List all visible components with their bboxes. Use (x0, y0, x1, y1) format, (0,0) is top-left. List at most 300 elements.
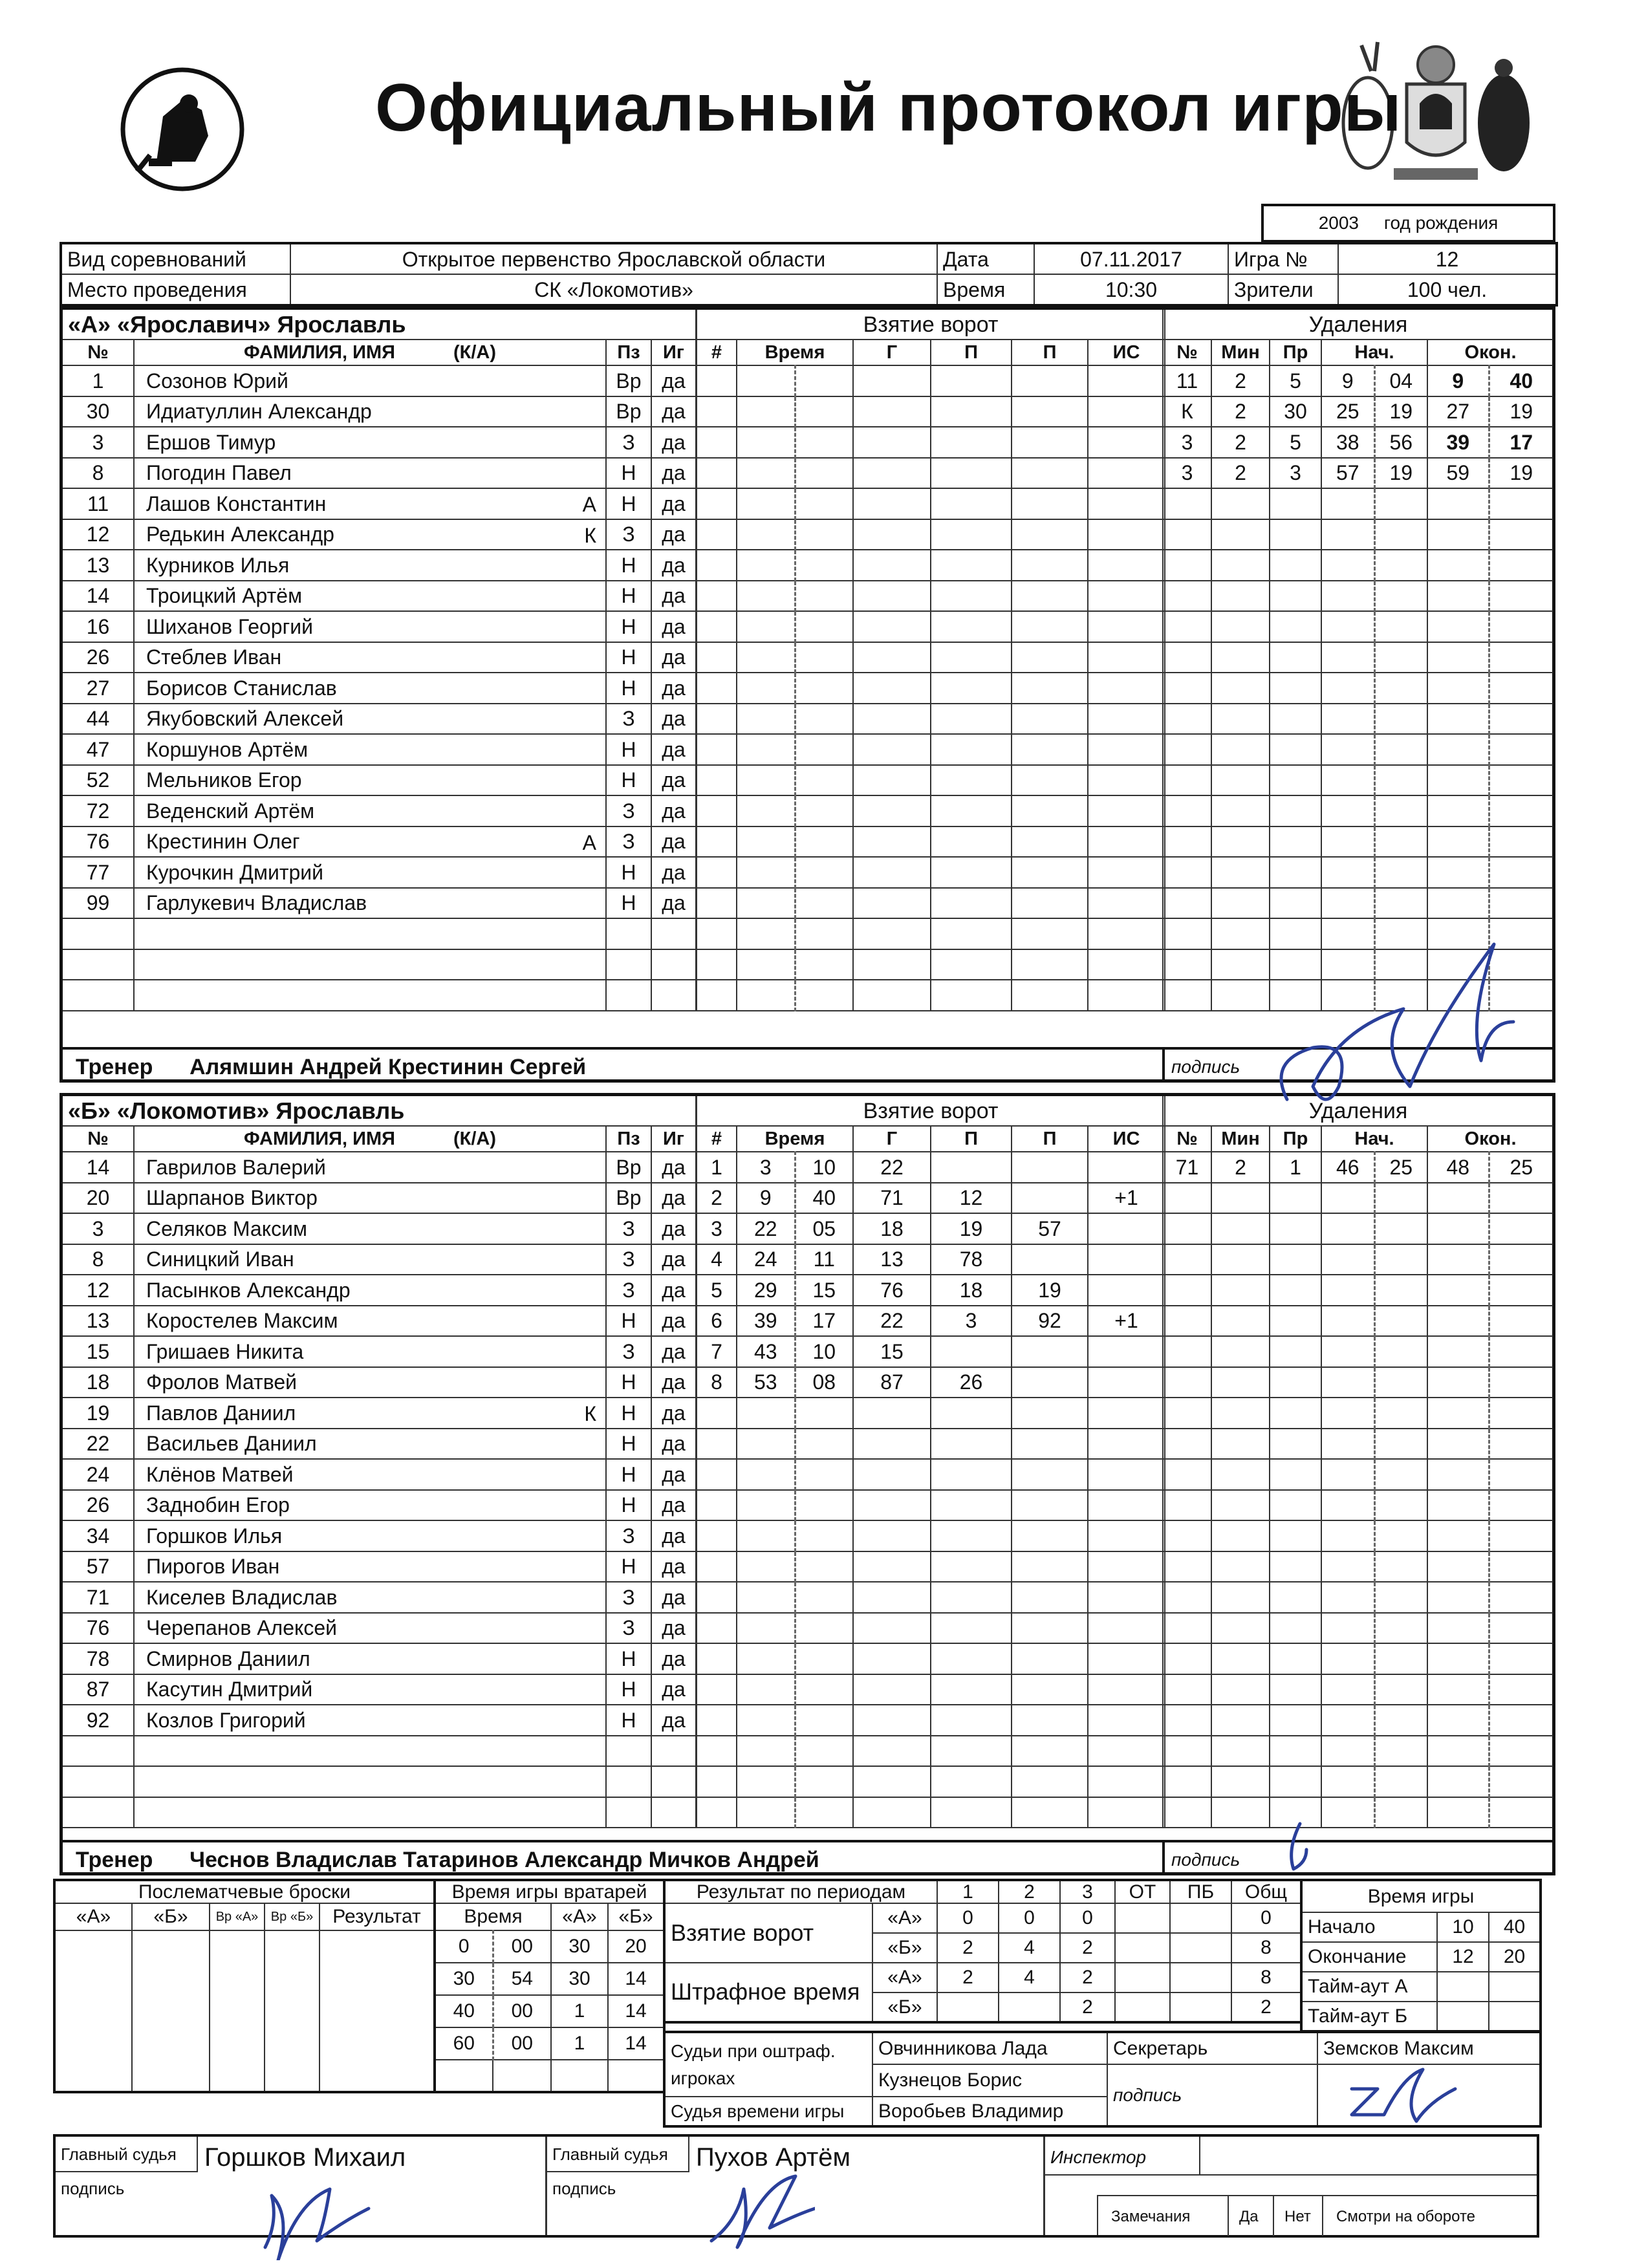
total-header: Общ (1231, 1880, 1301, 1903)
chief-referee-1-sign-label: подпись (61, 2179, 125, 2198)
player-name-cell (134, 857, 606, 888)
player-number: 3 (63, 1213, 134, 1244)
goal-situation: +1 (1088, 1183, 1165, 1214)
player-name-cell (134, 365, 606, 396)
goal-scorer: 13 (853, 1244, 931, 1275)
goal-number: 4 (697, 1244, 737, 1275)
player-number: 8 (63, 458, 134, 489)
player-name-cell (134, 1551, 606, 1582)
player-name-cell (134, 581, 606, 612)
table-row (63, 1398, 696, 1429)
time-judge-label: Судья времени игры (664, 2097, 872, 2126)
player-name-cell (134, 795, 606, 826)
player-played: да (651, 734, 696, 765)
birth-year: 2003 (1318, 213, 1359, 233)
birth-year-box (1261, 204, 1555, 243)
player-played: да (651, 1674, 696, 1705)
player-name: Мельников Егор (146, 768, 302, 792)
player-name: Гарлукевич Владислав (146, 891, 367, 915)
player-played: да (651, 888, 696, 919)
remarks-yes[interactable]: Да (1239, 2208, 1259, 2225)
penalty-start-sec: 19 (1374, 396, 1427, 427)
penalty-row (1163, 365, 1553, 396)
player-played: да (651, 673, 696, 704)
team-a-col-name-label: ФАМИЛИЯ, ИМЯ (244, 341, 395, 363)
pim-a-total: 8 (1231, 1963, 1301, 1993)
player-number: 15 (63, 1336, 134, 1367)
pen-judge-2: Кузнецов Борис (872, 2064, 1107, 2097)
penalty-end-sec: 25 (1489, 1152, 1553, 1183)
competition: Открытое первенство Ярославской области (290, 243, 937, 274)
player-name: Павлов Даниил (146, 1401, 296, 1425)
table-row (63, 365, 696, 396)
player-name: Ершов Тимур (146, 430, 276, 454)
goal-row (697, 1183, 1165, 1214)
player-position: Н (606, 488, 651, 519)
shootouts-title: Послематчевые броски (54, 1880, 435, 1903)
table-row (63, 1183, 696, 1214)
goal-row (697, 1152, 1165, 1183)
end-hour: 12 (1437, 1942, 1489, 1972)
venue-label: Место проведения (61, 274, 290, 305)
gk-a: 30 (551, 1963, 608, 1995)
pim-b-label: «Б» (872, 1993, 937, 2022)
player-played: да (651, 765, 696, 796)
table-row (63, 642, 696, 673)
date-label: Дата (937, 243, 1034, 274)
player-number: 99 (63, 888, 134, 919)
start-minute: 40 (1489, 1912, 1541, 1942)
team-a-goals-col-num: # (697, 340, 737, 365)
player-name-cell (134, 427, 606, 458)
player-position: Н (606, 888, 651, 919)
player-position: Вр (606, 1152, 651, 1183)
player-position: З (606, 1520, 651, 1551)
player-name: Селяков Максим (146, 1216, 307, 1240)
period-1-header: 1 (937, 1880, 999, 1903)
goalie-time-row (435, 1995, 664, 2027)
table-row (63, 1459, 696, 1490)
gk-time-label: Время (435, 1903, 551, 1930)
chief-referee-2: Пухов Артём (696, 2143, 851, 2172)
shootouts-table (53, 1879, 436, 2093)
goal-second: 17 (795, 1306, 853, 1337)
goalie-time-row (435, 1930, 664, 1963)
player-played: да (651, 1613, 696, 1644)
player-position: Вр (606, 1183, 651, 1214)
player-number: 76 (63, 826, 134, 858)
table-row (63, 1613, 696, 1644)
player-played: да (651, 1520, 696, 1551)
penalty-row (1163, 1152, 1553, 1183)
team-b-goals-col-g_p1: П (931, 1126, 1012, 1152)
goalie-time-row (435, 2027, 664, 2060)
remarks-label: Замечания (1111, 2208, 1191, 2225)
player-number: 13 (63, 550, 134, 581)
table-row (63, 1213, 696, 1244)
player-number: 27 (63, 673, 134, 704)
player-number: 71 (63, 1582, 134, 1613)
player-name: Касутин Дмитрий (146, 1678, 313, 1701)
goal-second: 10 (795, 1152, 853, 1183)
gk-b-label: «Б» (608, 1903, 664, 1930)
player-played: да (651, 550, 696, 581)
player-played: да (651, 1244, 696, 1275)
player-played: да (651, 1336, 696, 1367)
goal-minute: 24 (737, 1244, 795, 1275)
inspector-label: Инспектор (1045, 2137, 1200, 2174)
team-a-goals-col-g_p1: П (931, 340, 1012, 365)
penalty-start-sec: 19 (1374, 458, 1427, 489)
player-position: Н (606, 458, 651, 489)
player-name: Васильев Даниил (146, 1432, 317, 1456)
player-name: Борисов Станислав (146, 676, 337, 700)
end-label: Окончание (1301, 1942, 1437, 1972)
goal-assist-2 (1012, 1336, 1088, 1367)
goalie-time-table (433, 1879, 666, 2093)
player-position: З (606, 1244, 651, 1275)
player-played: да (651, 581, 696, 612)
team-a-coaches: Алямшин Андрей Крестинин Сергей (189, 1055, 587, 1079)
pim-b-pb (1170, 1993, 1231, 2022)
player-name: Смирнов Даниил (146, 1647, 310, 1670)
penalty-player: К (1163, 396, 1211, 427)
goals-a-total: 0 (1231, 1903, 1301, 1933)
goal-situation (1088, 1244, 1165, 1275)
gk-sec: 00 (493, 2027, 551, 2060)
player-name: Клёнов Матвей (146, 1462, 294, 1486)
goal-scorer: 76 (853, 1275, 931, 1306)
penalty-minutes: 2 (1211, 396, 1270, 427)
player-played: да (651, 1490, 696, 1521)
table-row (63, 1520, 696, 1551)
team-a-col-name (134, 340, 606, 365)
gk-a: 1 (551, 2027, 608, 2060)
player-name-cell (134, 1244, 606, 1275)
goal-minute: 39 (737, 1306, 795, 1337)
player-number: 22 (63, 1429, 134, 1460)
see-back-label: Смотри на обороте (1336, 2208, 1476, 2225)
player-played: да (651, 427, 696, 458)
player-name-cell (134, 1705, 606, 1736)
player-name-cell (134, 1306, 606, 1337)
penalty-player: 11 (1163, 365, 1211, 396)
goal-assist-2 (1012, 1152, 1088, 1183)
player-name-cell (134, 458, 606, 489)
player-name: Горшков Илья (146, 1524, 283, 1548)
team-a-pen-col-p_min: Мин (1211, 340, 1270, 365)
ot-header: ОТ (1115, 1880, 1170, 1903)
player-played: да (651, 1459, 696, 1490)
player-name: Крестинин Олег (146, 830, 300, 854)
player-name-cell (134, 1459, 606, 1490)
player-played: да (651, 396, 696, 427)
table-row (63, 1275, 696, 1306)
team-a-pen-col-start: Нач. (1321, 340, 1427, 365)
gk-sec: 00 (493, 1930, 551, 1963)
player-name-cell (134, 1152, 606, 1183)
player-position: Н (606, 734, 651, 765)
table-row (63, 1152, 696, 1183)
player-position: Н (606, 1306, 651, 1337)
player-name: Фролов Матвей (146, 1370, 298, 1394)
penalty-end-sec: 40 (1489, 365, 1553, 396)
penalty-minutes: 2 (1211, 365, 1270, 396)
pen-judges-label: Судьи при оштраф. игроках (664, 2032, 872, 2097)
penalty-player: 71 (1163, 1152, 1211, 1183)
player-position: Н (606, 1674, 651, 1705)
goal-second: 10 (795, 1336, 853, 1367)
player-name-cell (134, 673, 606, 704)
table-row (63, 581, 696, 612)
penalty-start-min: 25 (1321, 396, 1374, 427)
league-emblem (111, 65, 254, 194)
player-name: Синицкий Иван (146, 1247, 294, 1271)
table-row (63, 1582, 696, 1613)
goal-minute: 43 (737, 1336, 795, 1367)
goal-situation (1088, 1213, 1165, 1244)
player-name-cell (134, 826, 606, 858)
player-name: Коростелев Максим (146, 1309, 338, 1333)
penalty-start-sec: 25 (1374, 1152, 1427, 1183)
player-name-cell (134, 704, 606, 735)
penalty-end-min: 48 (1427, 1152, 1489, 1183)
player-position: Н (606, 611, 651, 642)
goal-situation (1088, 1336, 1165, 1367)
table-row (63, 704, 696, 735)
goals-b-p3: 2 (1060, 1933, 1115, 1963)
player-position: Н (606, 1459, 651, 1490)
table-row (63, 795, 696, 826)
goals-b-p1: 2 (937, 1933, 999, 1963)
player-number: 14 (63, 1152, 134, 1183)
player-position: Н (606, 1367, 651, 1398)
player-name: Заднобин Егор (146, 1493, 290, 1517)
pim-b-p1 (937, 1993, 999, 2022)
player-captain-mark: К (584, 1402, 596, 1425)
team-b-sign-label: подпись (1162, 1840, 1552, 1875)
goals-a-label: «А» (872, 1903, 937, 1933)
team-b-penalties (1162, 1096, 1553, 1828)
penalty-minutes: 2 (1211, 458, 1270, 489)
game-number: 12 (1338, 243, 1557, 274)
player-name: Пасынков Александр (146, 1278, 351, 1302)
table-row (63, 826, 696, 858)
player-number: 12 (63, 1275, 134, 1306)
spectators-label: Зрители (1228, 274, 1338, 305)
goals-b-label: «Б» (872, 1933, 937, 1963)
goal-assist-1 (931, 1336, 1012, 1367)
penalty-start-sec: 04 (1374, 365, 1427, 396)
team-b-col-pos: Пз (606, 1126, 651, 1152)
timeout-b-label: Тайм-аут Б (1301, 2002, 1437, 2031)
player-position: Н (606, 1429, 651, 1460)
goal-assist-2 (1012, 1183, 1088, 1214)
goals-b-ot (1115, 1933, 1170, 1963)
player-position: З (606, 795, 651, 826)
team-b-goals (696, 1096, 1165, 1828)
goal-scorer: 18 (853, 1213, 931, 1244)
pim-row-label: Штрафное время (664, 1963, 872, 2022)
player-captain-mark: А (582, 493, 596, 516)
goal-minute: 22 (737, 1213, 795, 1244)
goals-a-p2: 0 (999, 1903, 1060, 1933)
goal-scorer: 87 (853, 1367, 931, 1398)
player-name: Якубовский Алексей (146, 707, 344, 731)
pim-b-total: 2 (1231, 1993, 1301, 2022)
so-result: Результат (319, 1903, 435, 1930)
page-title: Официальный протокол игры (375, 70, 1402, 146)
player-number: 14 (63, 581, 134, 612)
player-played: да (651, 826, 696, 858)
penalty-end-sec: 19 (1489, 396, 1553, 427)
team-a-pen-col-p_reason: Пр (1270, 340, 1321, 365)
player-played: да (651, 1582, 696, 1613)
player-name-cell (134, 519, 606, 550)
team-b-col-no: № (63, 1126, 134, 1152)
goal-scorer: 22 (853, 1306, 931, 1337)
penalty-reason: 5 (1270, 365, 1321, 396)
penalty-reason: 3 (1270, 458, 1321, 489)
team-a-col-pos: Пз (606, 340, 651, 365)
spectators: 100 чел. (1338, 274, 1557, 305)
player-position: З (606, 519, 651, 550)
goal-minute: 9 (737, 1183, 795, 1214)
competition-label: Вид соревнований (61, 243, 290, 274)
player-name-cell (134, 734, 606, 765)
penalty-row (1163, 458, 1553, 489)
player-played: да (651, 1367, 696, 1398)
player-name: Коршунов Артём (146, 737, 309, 761)
goal-second: 05 (795, 1213, 853, 1244)
player-played: да (651, 611, 696, 642)
player-position: Н (606, 642, 651, 673)
gk-min: 60 (435, 2027, 493, 2060)
penalty-player: 3 (1163, 458, 1211, 489)
team-b-goals-col-num: # (697, 1126, 737, 1152)
goals-b-p2: 4 (999, 1933, 1060, 1963)
player-number: 52 (63, 765, 134, 796)
goal-minute: 3 (737, 1152, 795, 1183)
team-b-coach-label: Тренер (76, 1848, 153, 1872)
chief-referee-1-label: Главный судья (56, 2137, 198, 2172)
goal-second: 40 (795, 1183, 853, 1214)
player-captain-mark: А (582, 830, 596, 854)
team-b-block (60, 1093, 1555, 1875)
player-played: да (651, 857, 696, 888)
player-name: Троицкий Артём (146, 584, 303, 608)
so-vra: Вр «А» (210, 1903, 265, 1930)
penalty-start-min: 46 (1321, 1152, 1374, 1183)
player-number: 92 (63, 1705, 134, 1736)
gk-a-label: «А» (551, 1903, 608, 1930)
goals-a-ot (1115, 1903, 1170, 1933)
player-position: Н (606, 581, 651, 612)
player-number: 87 (63, 1674, 134, 1705)
player-position: З (606, 1275, 651, 1306)
player-played: да (651, 1643, 696, 1674)
player-name: Киселев Владислав (146, 1585, 338, 1609)
player-name-cell (134, 488, 606, 519)
penalty-minutes: 2 (1211, 1152, 1270, 1183)
player-name-cell (134, 1275, 606, 1306)
team-a-pen-col-end: Окон. (1427, 340, 1553, 365)
player-played: да (651, 1705, 696, 1736)
table-row (63, 427, 696, 458)
player-number: 3 (63, 427, 134, 458)
table-row (63, 1551, 696, 1582)
pen-judge-1: Овчинникова Лада (872, 2032, 1107, 2064)
team-b-penalties-title: Удаления (1163, 1096, 1553, 1126)
player-position: З (606, 1213, 651, 1244)
gk-b: 14 (608, 1995, 664, 2027)
player-name-cell (134, 765, 606, 796)
player-number: 20 (63, 1183, 134, 1214)
game-label: Игра № (1228, 243, 1338, 274)
player-position: Н (606, 765, 651, 796)
team-b-coaches: Чеснов Владислав Татаринов Александр Мичков Андрей (189, 1848, 819, 1872)
player-name: Гришаев Никита (146, 1339, 304, 1363)
time-judge-name: Воробьев Владимир (872, 2097, 1107, 2126)
player-position: Н (606, 1643, 651, 1674)
penalty-start-min: 9 (1321, 365, 1374, 396)
player-position: З (606, 704, 651, 735)
player-number: 1 (63, 365, 134, 396)
pim-b-ot (1115, 1993, 1170, 2022)
player-position: Н (606, 1551, 651, 1582)
player-position: Н (606, 1705, 651, 1736)
start-label: Начало (1301, 1912, 1437, 1942)
team-b-pen-col-p_reason: Пр (1270, 1126, 1321, 1152)
goal-assist-1: 78 (931, 1244, 1012, 1275)
player-name: Черепанов Алексей (146, 1616, 338, 1640)
pim-a-label: «А» (872, 1963, 937, 1993)
goal-row (697, 1367, 1165, 1398)
player-number: 30 (63, 396, 134, 427)
team-a-goals-title: Взятие ворот (697, 310, 1165, 340)
team-a-title: «А» «Ярославич» Ярославль (63, 310, 696, 340)
player-played: да (651, 488, 696, 519)
team-a-goals-col-g_p2: П (1012, 340, 1088, 365)
player-number: 76 (63, 1613, 134, 1644)
player-name-cell (134, 888, 606, 919)
period-3-header: 3 (1060, 1880, 1115, 1903)
penalty-row (1163, 427, 1553, 458)
goal-row (697, 1275, 1165, 1306)
player-name-cell (134, 1582, 606, 1613)
periods-title: Результат по периодам (664, 1880, 937, 1903)
player-name-cell (134, 1674, 606, 1705)
player-name: Стеблев Иван (146, 645, 282, 669)
player-name: Курочкин Дмитрий (146, 860, 324, 884)
player-played: да (651, 1306, 696, 1337)
table-row (63, 1367, 696, 1398)
table-row (63, 1705, 696, 1736)
table-row (63, 1643, 696, 1674)
goal-scorer: 71 (853, 1183, 931, 1214)
team-b-col-played: Иг (651, 1126, 696, 1152)
goal-assist-1: 18 (931, 1275, 1012, 1306)
player-played: да (651, 795, 696, 826)
player-number: 8 (63, 1244, 134, 1275)
penalty-reason: 1 (1270, 1152, 1321, 1183)
remarks-no[interactable]: Нет (1284, 2208, 1311, 2225)
timeout-a-label: Тайм-аут А (1301, 1972, 1437, 2002)
player-name-cell (134, 1183, 606, 1214)
goal-situation: +1 (1088, 1306, 1165, 1337)
end-minute: 20 (1489, 1942, 1541, 1972)
team-a-col-ka-label: (К/А) (453, 341, 496, 363)
